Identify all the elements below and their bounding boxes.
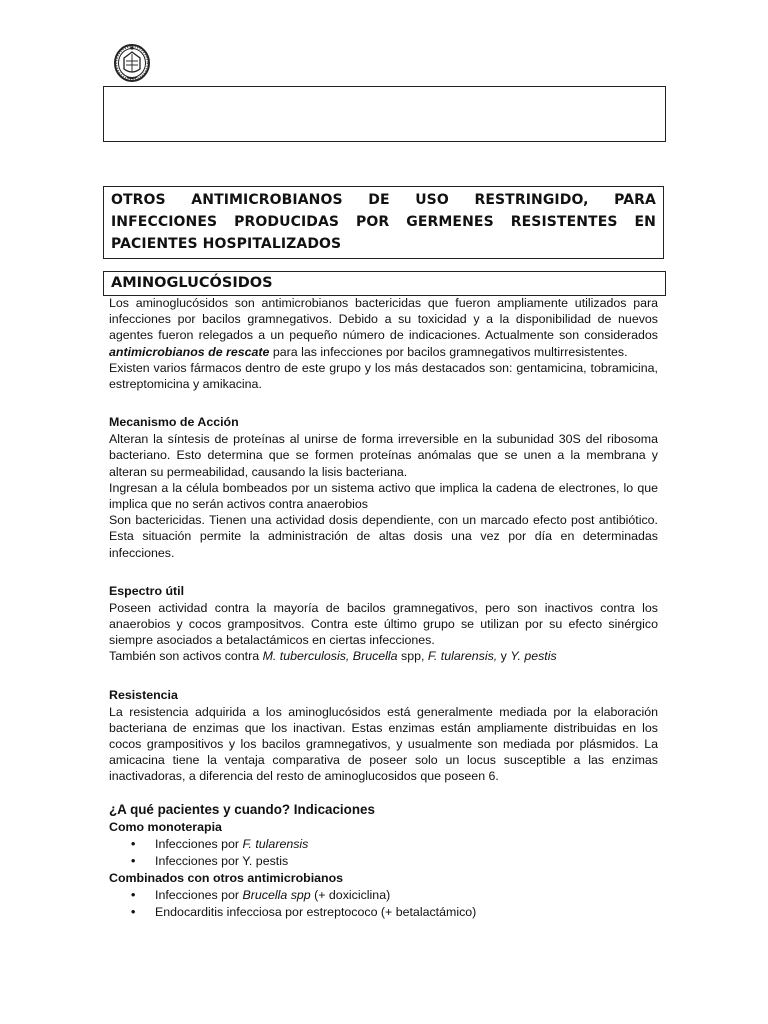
intro-paragraph-2: Existen varios fármacos dentro de este grupo y los más destacados son: gentamicina, tobramicina, estreptomicina y amikacina. [109,360,658,392]
list-item: • Infecciones por Y. pestis [155,853,658,870]
header-blank-box [103,86,666,142]
mecanismo-paragraph-1: Alteran la síntesis de proteínas al unirse de forma irreversible en la subunidad 30S del ribosoma bacteriano. Esto determina que se formen proteínas anómalas que se unen a la membrana y alteran su permeabilidad, causando la lisis bacteriana. [109,432,658,479]
list-item: • Infecciones por Brucella spp (+ doxiciclina) [155,887,658,904]
section-title: AMINOGLUCÓSIDOS [103,271,666,296]
resistencia-heading: Resistencia [109,687,178,702]
espectro-paragraph-1: Poseen actividad contra la mayoría de bacilos gramnegativos, pero son inactivos contra los anaerobios y cocos grampositvos. Contra este último grupo se utilizan por su efecto sinérgico siempre asociados a betalactámicos en ciertas infecciones. [109,600,658,648]
document-title: OTROS ANTIMICROBIANOS DE USO RESTRINGIDO, PARA INFECCIONES PRODUCIDAS POR GERMENES RESISTENTES EN PACIENTES HOSPITALIZADOS [103,186,664,259]
university-seal-icon [112,42,152,84]
mecanismo-paragraph-3: Son bactericidas. Tienen una actividad dosis dependiente, con un marcado efecto post antibiótico. Esta situación permite la administración de altas dosis una vez por día en determinadas infecciones. [109,513,658,560]
monoterapia-list [109,836,658,870]
document-body [109,295,658,921]
indicaciones-heading: ¿A qué pacientes y cuando? Indicaciones [109,801,375,817]
combinados-heading: Combinados con otros antimicrobianos [109,870,344,885]
mecanismo-heading: Mecanismo de Acción [109,415,239,430]
intro-paragraph-1: Los aminoglucósidos son antimicrobianos bactericidas que fueron ampliamente utilizados para infecciones por bacilos gramnegativos. Debido a su toxicidad y a la disponibilidad de nuevos agentes fueron relegados a un pequeño número de indicaciones. Actualmente son considerados antimicrobianos de rescate para las infecciones por bacilos gramnegativos multirresistentes. [109,296,658,359]
combinados-list [109,887,658,921]
monoterapia-heading: Como monoterapia [109,819,222,834]
resistencia-paragraph-1: La resistencia adquirida a los aminoglucósidos está generalmente mediada por la elaboración bacteriana de enzimas que los inactivan. Estas enzimas están ampliamente distribuidas en los cocos grampositivos y los bacilos gramnegativos, y usualmente son mediada por plásmidos. La amicacina tiene la ventaja comparativa de poseer solo un locus susceptible a las enzimas inactivadoras, a diferencia del resto de aminoglucosidos que poseen 6. [109,704,658,784]
list-item: • Endocarditis infecciosa por estreptococo (+ betalactámico) [155,904,658,921]
list-item: • Infecciones por F. tularensis [155,836,658,853]
emphasis-rescate: antimicrobianos de rescate [109,344,270,359]
mecanismo-paragraph-2: Ingresan a la célula bombeados por un sistema activo que implica la cadena de electrones, lo que implica que no serán activos contra anaerobios [109,480,658,512]
espectro-heading: Espectro útil [109,583,185,598]
espectro-paragraph-2: También son activos contra M. tuberculosis, Brucella spp, F. tularensis, y Y. pestis [109,649,557,664]
